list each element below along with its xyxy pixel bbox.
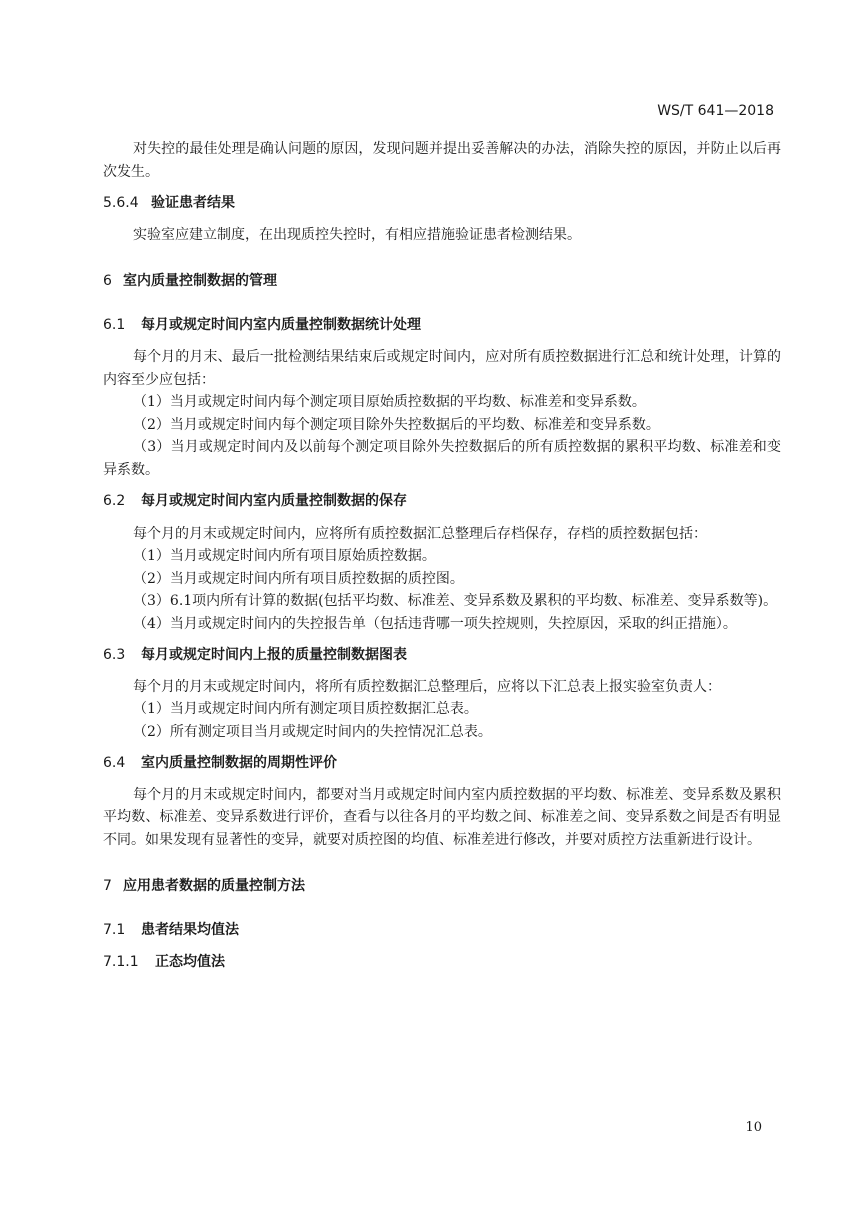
paragraph: 每个月的月末或规定时间内，将所有质控数据汇总整理后，应将以下汇总表上报实验室负责人： [133,678,721,695]
section-number: 6.3 [103,647,126,663]
section-title: 应用患者数据的质量控制方法 [123,878,305,894]
section-title: 每月或规定时间内室内质量控制数据的保存 [141,493,407,509]
paragraph: 每个月的月末、最后一批检测结果结束后或规定时间内，应对所有质控数据进行汇总和统计处理，计算的内容至少应包括： [103,349,781,388]
section-heading [103,919,781,942]
list-item: （1）当月或规定时间内所有项目原始质控数据。 [133,548,436,564]
section-heading [103,314,781,337]
list-item: （3）6.1项内所有计算的数据(包括平均数、标准差、变异系数及累积的平均数、标准差、变异系数等)。 [133,593,778,609]
section-number: 6.2 [103,493,126,509]
section-heading [103,192,781,215]
paragraph: 实验室应建立制度，在出现质控失控时，有相应措施验证患者检测结果。 [133,226,581,243]
section-heading [103,752,781,775]
section-title: 患者结果均值法 [141,921,239,938]
paragraph: 每个月的月末或规定时间内，应将所有质控数据汇总整理后存档保存，存档的质控数据包括： [133,525,707,542]
list-item: （1）当月或规定时间内每个测定项目原始质控数据的平均数、标准差和变异系数。 [133,394,646,410]
list-item: （2）当月或规定时间内每个测定项目除外失控数据后的平均数、标准差和变异系数。 [133,416,660,433]
section-heading [103,875,781,898]
section-number: 7 [103,878,112,894]
paragraph: 每个月的月末或规定时间内，都要对当月或规定时间内室内质控数据的平均数、标准差、变异系数及累积平均数、标准差、变异系数进行评价，查看与以往各月的平均数之间、标准差之间、变异系数之间是否有明显不同。如果发现有显著性的变异，就要对质控图的均值、标准差进行修改，并要对质控方法重新进行设计。 [103,786,781,848]
paragraph: 对失控的最佳处理是确认问题的原因，发现问题并提出妥善解决的办法，消除失控的原因，并防止以后再次发生。 [103,141,781,180]
list-item: （1）当月或规定时间内所有测定项目质控数据汇总表。 [133,701,478,717]
list-item: （2）当月或规定时间内所有项目质控数据的质控图。 [133,570,464,587]
list-item: （2）所有测定项目当月或规定时间内的失控情况汇总表。 [133,723,492,740]
section-heading [103,644,781,667]
section-number: 5.6.4 [103,195,139,211]
section-title: 验证患者结果 [151,195,235,211]
section-title: 室内质量控制数据的周期性评价 [141,755,337,771]
section-number: 7.1 [103,921,126,938]
document-code: WS/T 641—2018 [657,103,774,119]
section-number: 6.1 [103,316,126,333]
document-body [103,138,781,974]
list-item: （4）当月或规定时间内的失控报告单（包括违背哪一项失控规则，失控原因，采取的纠正措施）。 [133,615,737,632]
section-number: 7.1.1 [103,954,139,970]
section-number: 6 [103,273,112,289]
section-title: 正态均值法 [155,954,225,970]
page-number: 10 [745,1120,762,1135]
list-item: （3）当月或规定时间内及以前每个测定项目除外失控数据后的所有质控数据的累积平均数、标准差和变异系数。 [103,439,781,478]
section-heading [103,490,781,513]
section-title: 室内质量控制数据的管理 [123,273,277,289]
section-number: 6.4 [103,755,126,771]
section-title: 每月或规定时间内上报的质量控制数据图表 [141,647,407,663]
section-heading [103,951,781,974]
section-title: 每月或规定时间内室内质量控制数据统计处理 [141,316,421,333]
section-heading [103,270,781,293]
